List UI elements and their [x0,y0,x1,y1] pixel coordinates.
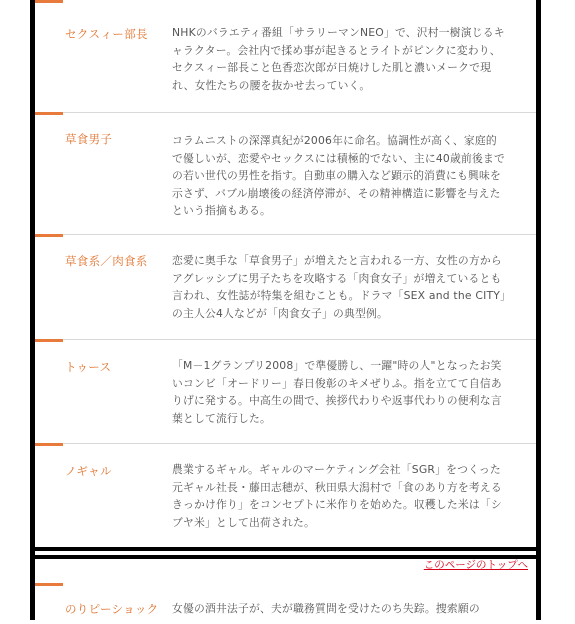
entry-accent-bar [35,443,63,446]
entry-accent-bar [35,234,63,237]
entry-divider [35,234,536,235]
entry-divider [35,339,536,340]
entry-description: 女優の酒井法子が、夫が職務質問を受けたのち失踪。捜索願の [172,602,480,615]
entry-divider [35,443,536,444]
entry-description: NHKのバラエティ番組「サラリーマンNEO」で、沢村一樹演じるキャラクター。会社内で揉め事が起きるとライトがピンクに変わり、セクスィー部長こと色香恋次郎が日焼けした肌と濃いメークで現れ、女性たちの腰を抜かせ去っていく。 [172,26,505,92]
entry-description: コラムニストの深澤真紀が2006年に命名。協調性が高く、家庭的で優しいが、恋愛やセックスには積極的でない、主に40歳前後までの若い世代の男性を指す。自動車の購入など顕示的消費にも興味を示さず、バブル崩壊後の経済停滞が、その精神構造に影響を与えたという指摘もある。 [172,134,505,218]
entry-accent-bar [35,0,63,3]
entry-accent-bar [35,583,63,586]
entry-term: 草食系／肉食系 [65,254,148,268]
frame-right-border [536,0,541,620]
entry-accent-bar [35,112,63,115]
entry-divider [35,112,536,113]
entry-description: 農業するギャル。ギャルのマーケティング会社「SGR」をつくった元ギャル社長・藤田志穂が、秋田県大潟村で「食のあり方を考えるきっかけ作り」をコンセプトに米作りを始めた。収穫した米は「シブヤ米」として出荷された。 [172,463,502,529]
entry-description: 「M－1グランプリ2008」で準優勝し、一躍"時の人"となったお笑いコンビ「オードリー」春日俊彰のキメぜりふ。指を立てて自信ありげに発する。中高生の間で、挨拶代わりや返事代わりの便利な言葉として流行した。 [172,359,502,425]
entry-description: 恋愛に奥手な「草食男子」が増えたと言われる一方、女性の方からアグレッシブに男子たちを攻略する「肉食女子」が増えているとも言われ、女性誌が特集を組むことも。ドラマ「SEX and the CITY」の主人公4人などが「肉食女子」の典型例。 [172,254,506,320]
entry-term: トゥース [65,360,112,374]
entry-accent-bar [35,339,63,342]
entry-term: のりピーショック [65,602,159,616]
entry-term: ノギャル [65,464,112,478]
entry-term: セクスィー部長 [65,27,148,41]
page-top-bar [35,555,536,577]
entry-term: 草食男子 [65,132,113,146]
back-to-top-link[interactable]: このページのトップへ [423,559,528,571]
glossary-card [35,0,536,551]
